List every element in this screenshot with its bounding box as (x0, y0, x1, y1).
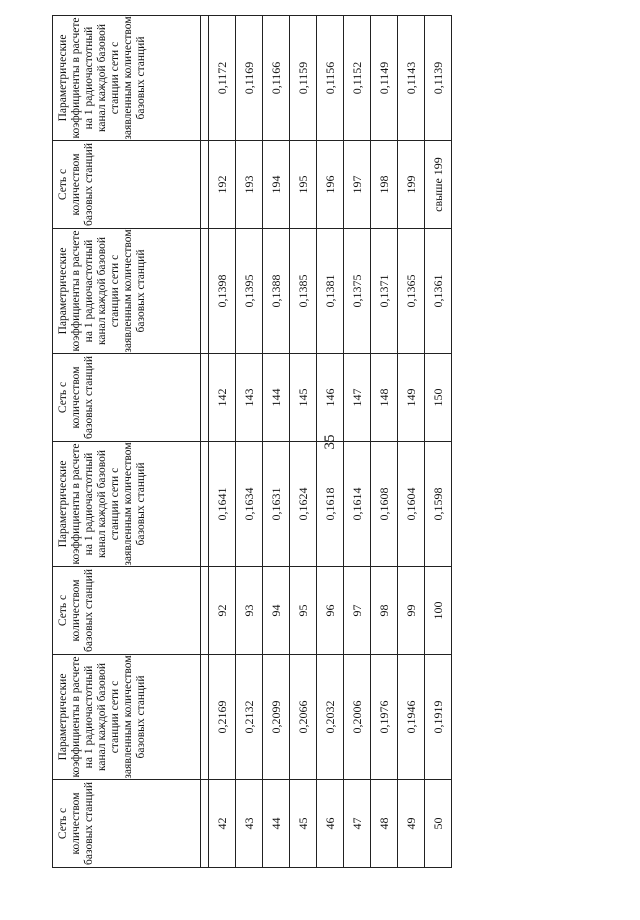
table-row (317, 16, 344, 868)
spacer-cell (201, 16, 209, 141)
station-count-cell: 94 (263, 567, 290, 655)
spacer-cell (201, 354, 209, 442)
station-count-cell: 145 (290, 354, 317, 442)
station-count-cell: 149 (398, 354, 425, 442)
coefficient-cell: 0,1156 (317, 16, 344, 141)
coefficient-cell: 0,2099 (263, 655, 290, 780)
coefficient-cell: 0,1152 (344, 16, 371, 141)
coefficient-cell: 0,1946 (398, 655, 425, 780)
coefficient-cell: 0,1361 (425, 229, 452, 354)
table-body (209, 16, 452, 868)
station-count-cell: 144 (263, 354, 290, 442)
station-count-cell: 96 (317, 567, 344, 655)
station-count-cell: 93 (236, 567, 263, 655)
coefficient-cell: 0,2169 (209, 655, 236, 780)
station-count-cell: 97 (344, 567, 371, 655)
station-count-cell: 193 (236, 141, 263, 229)
station-count-cell: 44 (263, 780, 290, 868)
coefficient-cell: 0,1166 (263, 16, 290, 141)
spacer-cell (201, 780, 209, 868)
spacer-cell (201, 141, 209, 229)
coefficient-cell: 0,1919 (425, 655, 452, 780)
station-count-cell: 95 (290, 567, 317, 655)
page-number: 35 (322, 434, 338, 450)
coefficient-cell: 0,2032 (317, 655, 344, 780)
station-count-cell: 143 (236, 354, 263, 442)
spacer-cell (201, 229, 209, 354)
table-row (344, 16, 371, 868)
coefficient-cell: 0,1375 (344, 229, 371, 354)
station-count-cell: 99 (398, 567, 425, 655)
header-coefficient: Параметрические коэффициенты в расчете на 1 радиочастотный канал каждой базовой станции сети с заявленным количеством базовых станций (53, 442, 201, 567)
coefficient-cell: 0,1598 (425, 442, 452, 567)
table-row (371, 16, 398, 868)
table-header-row (53, 16, 201, 868)
coefficient-cell: 0,2006 (344, 655, 371, 780)
coefficient-cell: 0,1631 (263, 442, 290, 567)
station-count-cell: 49 (398, 780, 425, 868)
coefficient-cell: 0,1365 (398, 229, 425, 354)
table-row (290, 16, 317, 868)
header-coefficient: Параметрические коэффициенты в расчете на 1 радиочастотный канал каждой базовой станции сети с заявленным количеством базовых станций (53, 16, 201, 141)
station-count-cell: свыше 199 (425, 141, 452, 229)
coefficient-cell: 0,1381 (317, 229, 344, 354)
station-count-cell: 199 (398, 141, 425, 229)
table-row (236, 16, 263, 868)
station-count-cell: 43 (236, 780, 263, 868)
coefficient-cell: 0,1641 (209, 442, 236, 567)
station-count-cell: 142 (209, 354, 236, 442)
header-coefficient: Параметрические коэффициенты в расчете на 1 радиочастотный канал каждой базовой станции сети с заявленным количеством базовых станций (53, 655, 201, 780)
station-count-cell: 50 (425, 780, 452, 868)
spacer-cell (201, 567, 209, 655)
coefficient-cell: 0,1371 (371, 229, 398, 354)
station-count-cell: 192 (209, 141, 236, 229)
table-row (209, 16, 236, 868)
station-count-cell: 45 (290, 780, 317, 868)
station-count-cell: 148 (371, 354, 398, 442)
station-count-cell: 150 (425, 354, 452, 442)
header-count: Сеть с количеством базовых станций (53, 567, 201, 655)
station-count-cell: 195 (290, 141, 317, 229)
station-count-cell: 98 (371, 567, 398, 655)
coefficient-cell: 0,1143 (398, 16, 425, 141)
header-count: Сеть с количеством базовых станций (53, 141, 201, 229)
station-count-cell: 197 (344, 141, 371, 229)
station-count-cell: 48 (371, 780, 398, 868)
station-count-cell: 46 (317, 780, 344, 868)
table-row (425, 16, 452, 868)
coefficient-cell: 0,1385 (290, 229, 317, 354)
header-count: Сеть с количеством базовых станций (53, 780, 201, 868)
coefficients-table (52, 15, 452, 868)
coefficient-cell: 0,1624 (290, 442, 317, 567)
coefficient-cell: 0,1172 (209, 16, 236, 141)
station-count-cell: 147 (344, 354, 371, 442)
coefficient-cell: 0,1169 (236, 16, 263, 141)
station-count-cell: 196 (317, 141, 344, 229)
table-row (398, 16, 425, 868)
coefficient-cell: 0,1139 (425, 16, 452, 141)
coefficient-cell: 0,1149 (371, 16, 398, 141)
coefficient-cell: 0,1388 (263, 229, 290, 354)
coefficient-cell: 0,2132 (236, 655, 263, 780)
station-count-cell: 100 (425, 567, 452, 655)
station-count-cell: 47 (344, 780, 371, 868)
coefficient-cell: 0,1159 (290, 16, 317, 141)
station-count-cell: 146 (317, 354, 344, 442)
coefficient-cell: 0,1976 (371, 655, 398, 780)
coefficient-cell: 0,1634 (236, 442, 263, 567)
header-coefficient: Параметрические коэффициенты в расчете на 1 радиочастотный канал каждой базовой станции сети с заявленным количеством базовых станций (53, 229, 201, 354)
coefficient-cell: 0,1614 (344, 442, 371, 567)
spacer-cell (201, 442, 209, 567)
station-count-cell: 194 (263, 141, 290, 229)
table-row (263, 16, 290, 868)
station-count-cell: 42 (209, 780, 236, 868)
station-count-cell: 92 (209, 567, 236, 655)
table-spacer-row (201, 16, 209, 868)
spacer-cell (201, 655, 209, 780)
coefficient-cell: 0,1395 (236, 229, 263, 354)
header-count: Сеть с количеством базовых станций (53, 354, 201, 442)
coefficient-cell: 0,1608 (371, 442, 398, 567)
coefficient-cell: 0,1604 (398, 442, 425, 567)
station-count-cell: 198 (371, 141, 398, 229)
coefficient-cell: 0,1618 (317, 442, 344, 567)
coefficient-cell: 0,1398 (209, 229, 236, 354)
coefficients-table-container (52, 16, 445, 868)
coefficient-cell: 0,2066 (290, 655, 317, 780)
